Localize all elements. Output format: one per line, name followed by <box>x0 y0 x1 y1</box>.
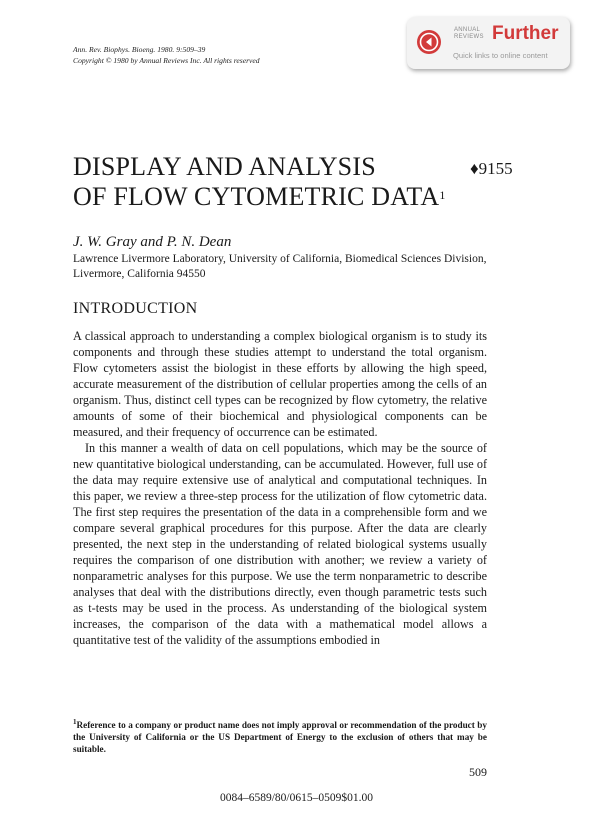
further-badge-title: Further <box>492 23 559 44</box>
article-title-line2: OF FLOW CYTOMETRIC DATA <box>73 182 440 211</box>
further-badge-subtitle: Quick links to online content <box>453 51 548 60</box>
footnote <box>73 716 487 755</box>
title-footnote-mark[interactable]: 1 <box>439 188 446 202</box>
article-title <box>73 152 446 212</box>
body-paragraph: In this manner a wealth of data on cell populations, which may be the source of new quantitative biological understanding, can be accumulated. However, full use of the data may require extensive use of analytical and computational techniques. In this paper, we review a three-step process for the utilization of flow cytometric data. The first step requires the presentation of the data in a comprehensible form and we compare several graphical procedures for this purpose. After the data are clearly presented, the next step in the understanding of related biological systems usually requires the comparison of one distribution with another; we review a variety of nonparametric analyses for this purpose. We use the term nonparametric to describe analyses that deal with the distributions directly, even though parametric tests such as t-tests may be used in the process. As understanding of the biological system increases, the comparison of the data with a mathematical model allows a quantitative test of the validity of the assumptions embodied in <box>73 441 487 647</box>
further-badge-link[interactable] <box>407 17 570 69</box>
article-body <box>73 328 487 648</box>
footnote-text: Reference to a company or product name does not imply approval or recommendation of the product by the University of California or the US Department of Energy to the exclusion of others that may be suitable. <box>73 720 487 755</box>
citation-line-journal: Ann. Rev. Biophys. Bioeng. 1980. 9:509–39 <box>73 45 206 54</box>
article-title-line1: DISPLAY AND ANALYSIS <box>73 152 376 181</box>
section-heading: INTRODUCTION <box>73 300 198 317</box>
page-number: 509 <box>469 765 487 779</box>
further-badge-publisher <box>454 27 484 41</box>
doi-line: 0084–6589/80/0615–0509$01.00 <box>219 792 373 804</box>
journal-citation <box>73 45 260 66</box>
footnote-mark: 1 <box>73 718 77 726</box>
further-badge-small-line2: REVIEWS <box>454 34 484 40</box>
back-arrow-circle-icon <box>416 29 442 55</box>
further-badge-small-line1: ANNUAL <box>454 27 481 33</box>
article-code: ♦9155 <box>470 159 513 178</box>
author-affiliation: Lawrence Livermore Laboratory, University of California, Biomedical Sciences Division, Livermore, California 94550 <box>73 253 487 280</box>
article-authors: J. W. Gray and P. N. Dean <box>73 234 232 250</box>
body-paragraph: A classical approach to understanding a complex biological organism is to study its components and through these studies attempt to understand the total organism. Flow cytometers assist the biologist in these efforts by allowing the high speed, accurate measurement of the distribution of cellular properties among the cells of an organism. Thus, distinct cell types can be recognized by flow cytometry, the relative amounts of some of their biochemical and physiological components can be measured, and their frequency of occurrence can be estimated. <box>73 329 487 439</box>
citation-line-copyright: Copyright © 1980 by Annual Reviews Inc. All rights reserved <box>73 55 260 65</box>
